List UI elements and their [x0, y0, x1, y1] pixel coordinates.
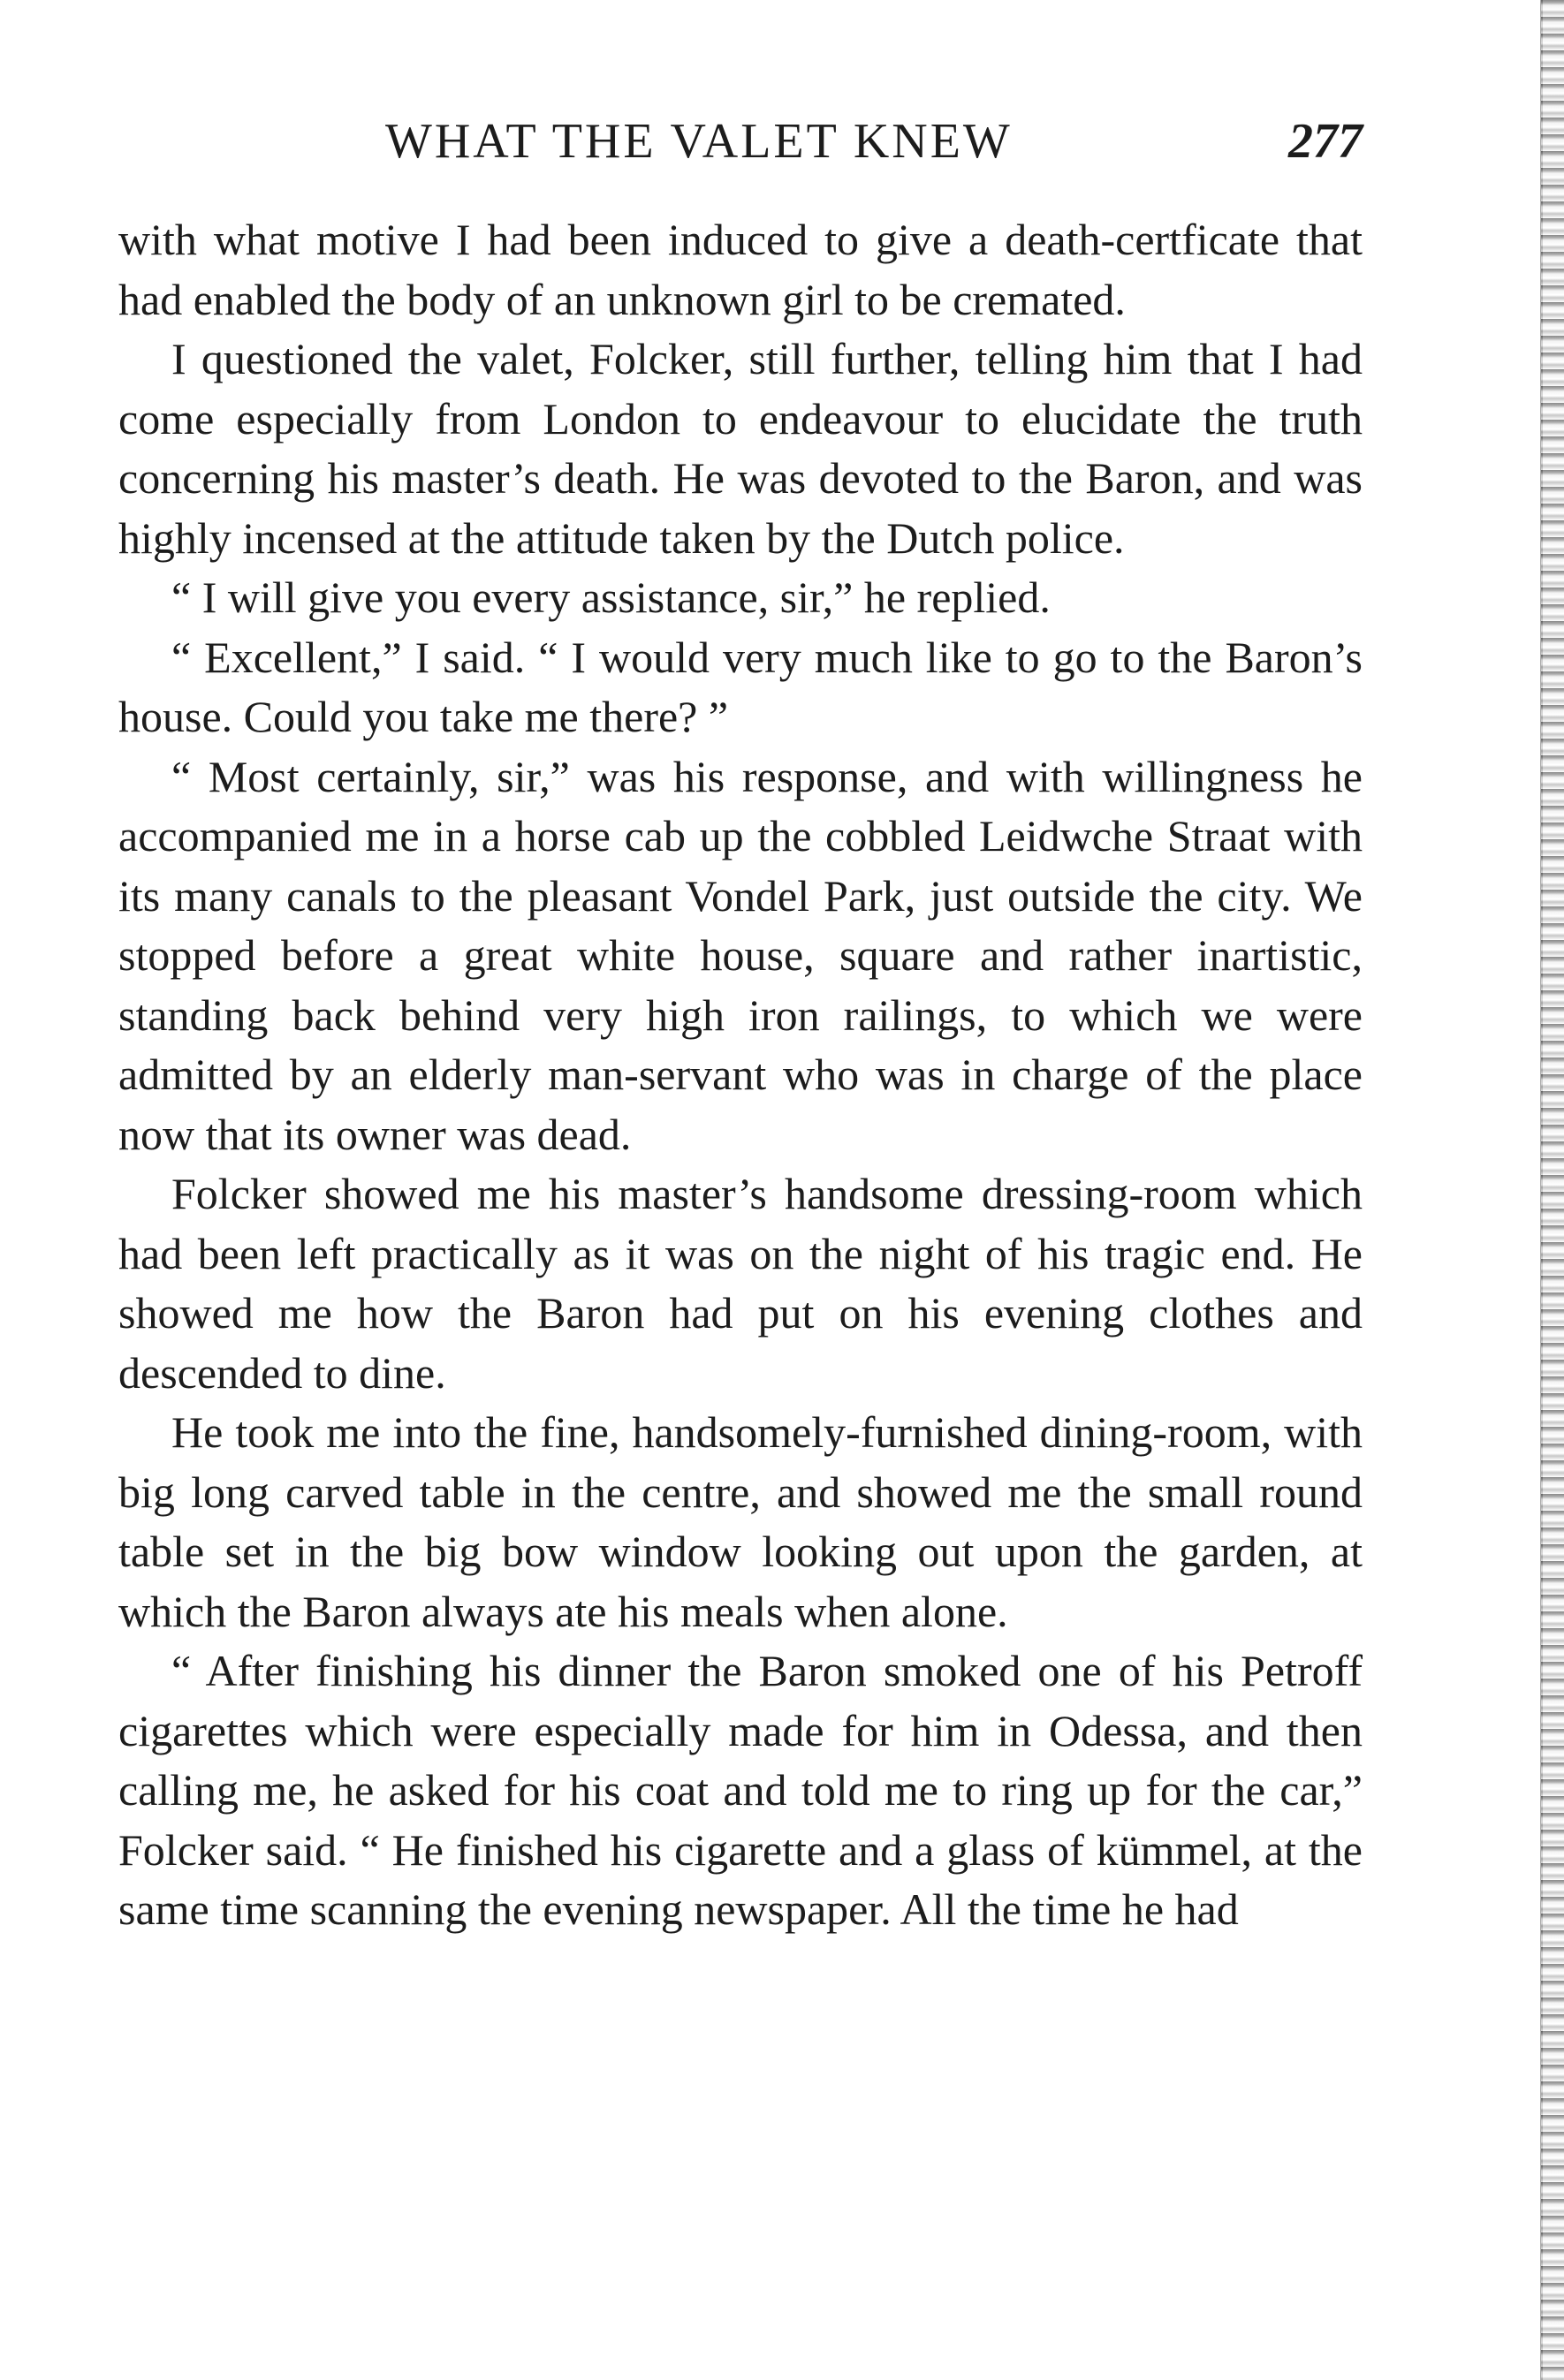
- paragraph-5: “ Most certainly, sir,” was his response, and with willingness he accompanied me in a horse cab up the cobbled Leidwche Straat with its many canals to the pleasant Vondel Park, just outside the city. We stopped before a great white house, square and rather inartistic, standing back behind very high iron railings, to which we were admitted by an elderly man-servant who was in charge of the place now that its owner was dead.: [118, 751, 1363, 1159]
- paragraph-6: Folcker showed me his master’s handsome dressing-room which had been left practically as it was on the night of his tragic end. He showed me how the Baron had put on his evening clothes and descended to dine.: [118, 1169, 1363, 1398]
- paragraph-7: He took me into the fine, handsomely-furnished dining-room, with big long carved table in the centre, and showed me the small round table set in the big bow window looking out upon the garden, at which the Baron always ate his meals when alone.: [118, 1407, 1363, 1636]
- paragraph-2: I questioned the valet, Folcker, still further, telling him that I had come especially from London to endeavour to elucidate the truth concerning his master’s death. He was devoted to the Baron, and was highly incensed at the attitude taken by the Dutch police.: [118, 334, 1363, 563]
- paragraph-1: with what motive I had been induced to give a death-certficate that had enabled the body of an unknown girl to be cremated.: [118, 215, 1363, 324]
- page-number: 277: [1288, 114, 1363, 169]
- paragraph-4: “ Excellent,” I said. “ I would very much like to go to the Baron’s house. Could you take me there? ”: [118, 632, 1363, 741]
- body-text: [118, 210, 1363, 1940]
- running-title: WHAT THE VALET KNEW: [385, 114, 1013, 169]
- paragraph-8: “ After finishing his dinner the Baron smoked one of his Petroff cigarettes which were especially made for him in Odessa, and then calling me, he asked for his coat and told me to ring up for the car,” Folcker said. “ He finished his cigarette and a glass of kümmel, at the same time scanning the evening newspaper. All the time he had: [118, 1646, 1363, 1934]
- paragraph-3: “ I will give you every assistance, sir,” he replied.: [171, 572, 1051, 622]
- scan-edge-shadow: [1541, 0, 1564, 2380]
- page-header: [118, 113, 1363, 184]
